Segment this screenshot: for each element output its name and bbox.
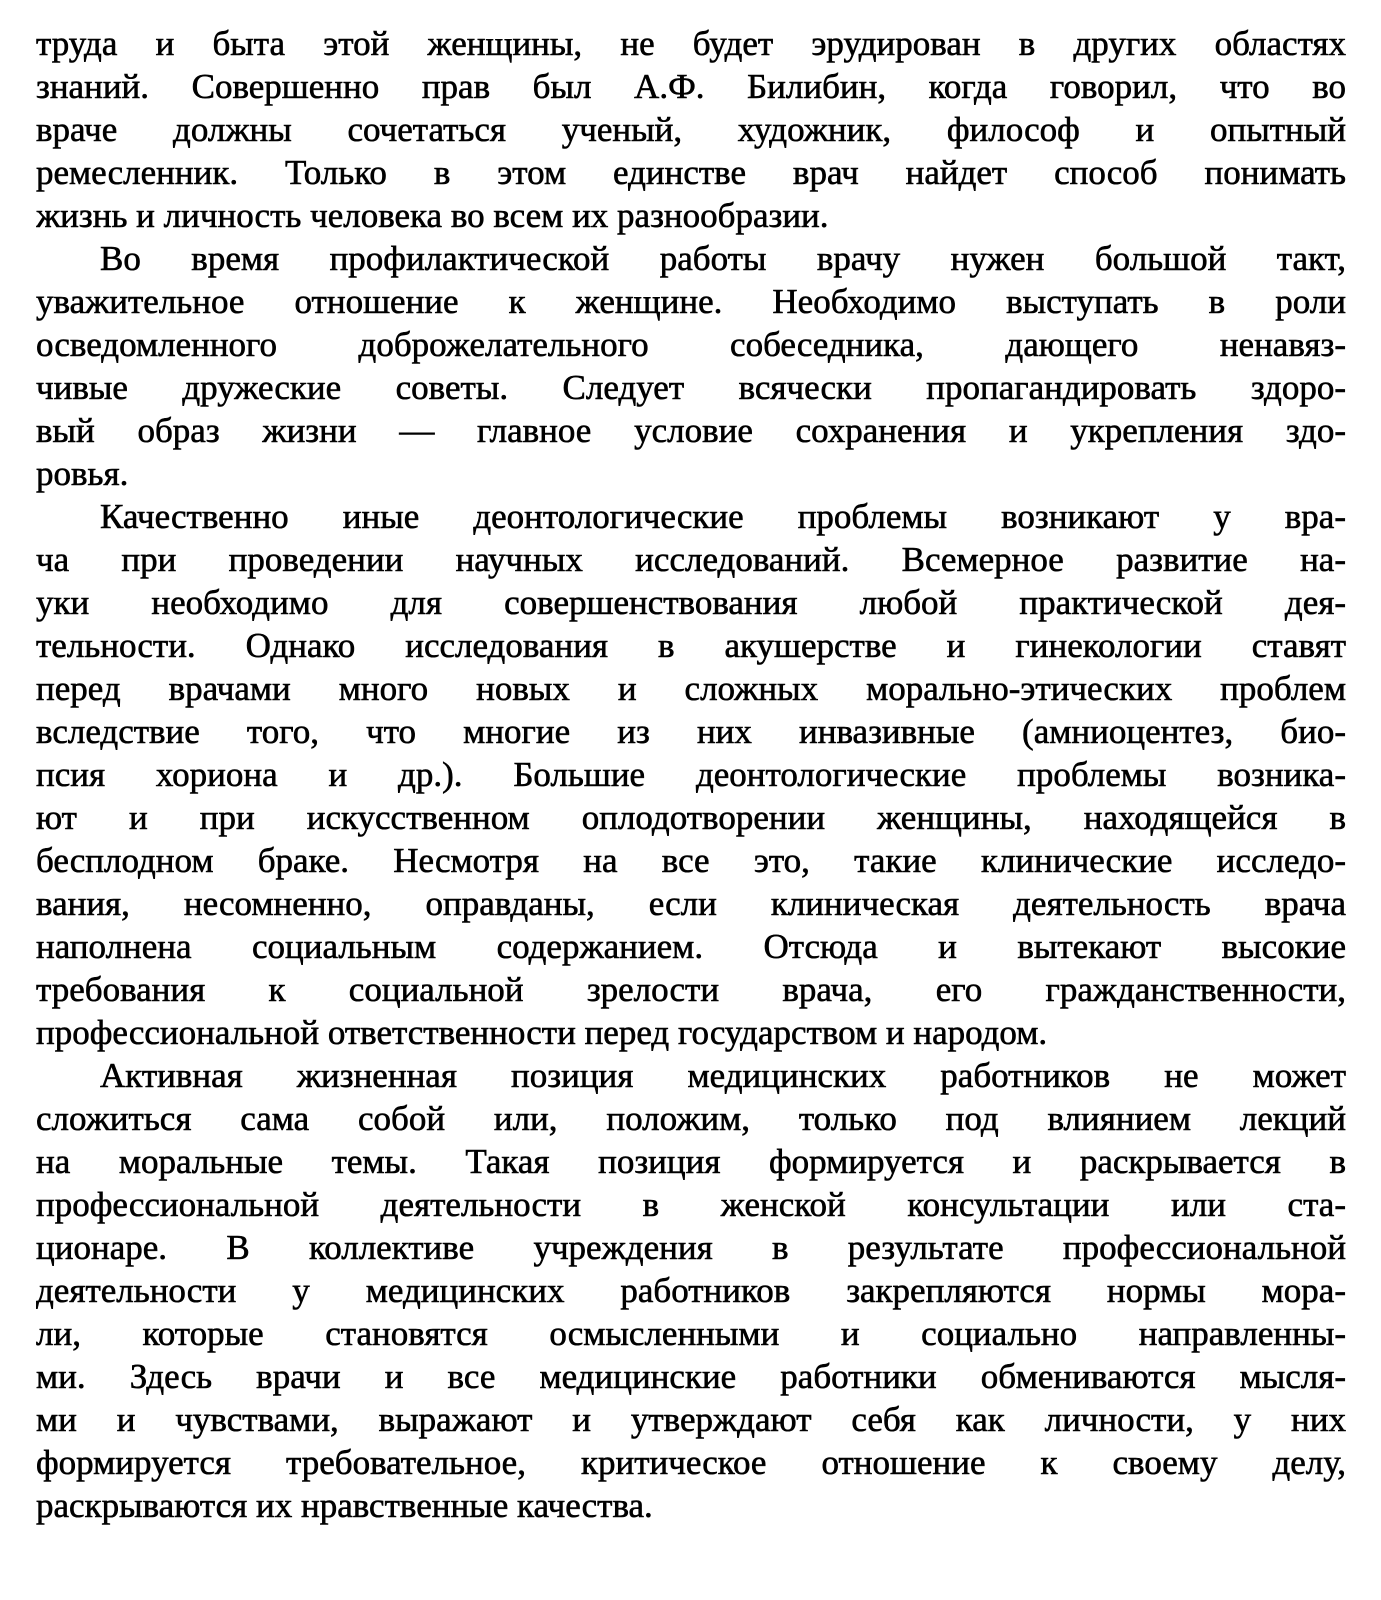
text-line: перед врачами много новых и сложных морально-этических проблем (36, 669, 1346, 708)
text-line: вый образ жизни — главное условие сохранения и укрепления здо- (36, 411, 1346, 450)
text-line: Качественно иные деонтологические проблемы возникают у вра- (100, 497, 1346, 536)
text-line: ремесленник. Только в этом единстве врач найдет способ понимать (36, 153, 1346, 192)
paragraph-1 (36, 22, 1346, 237)
text-line: вания, несомненно, оправданы, если клиническая деятельность врача (36, 884, 1346, 923)
text-line: уважительное отношение к женщине. Необходимо выступать в роли (36, 282, 1346, 321)
document-page (36, 22, 1346, 1527)
text-line: жизнь и личность человека во всем их разнообразии. (36, 196, 829, 235)
text-line: профессиональной ответственности перед государством и народом. (36, 1013, 1048, 1052)
text-line: ми и чувствами, выражают и утверждают себя как личности, у них (36, 1400, 1346, 1439)
text-line: ча при проведении научных исследований. Всемерное развитие на- (36, 540, 1346, 579)
text-line: ми. Здесь врачи и все медицинские работники обмениваются мысля- (36, 1357, 1346, 1396)
text-line: труда и быта этой женщины, не будет эрудирован в других областях (36, 24, 1346, 63)
text-line: на моральные темы. Такая позиция формируется и раскрывается в (36, 1142, 1346, 1181)
text-line: вследствие того, что многие из них инвазивные (амниоцентез, био- (36, 712, 1346, 751)
text-line: сложиться сама собой или, положим, только под влиянием лекций (36, 1099, 1346, 1138)
text-line: враче должны сочетаться ученый, художник, философ и опытный (36, 110, 1346, 149)
text-line: наполнена социальным содержанием. Отсюда и вытекают высокие (36, 927, 1346, 966)
text-line: деятельности у медицинских работников закрепляются нормы мора- (36, 1271, 1346, 1310)
text-line: ровья. (36, 454, 129, 493)
text-line: осведомленного доброжелательного собеседника, дающего ненавяз- (36, 325, 1346, 364)
text-line: требования к социальной зрелости врача, его гражданственности, (36, 970, 1346, 1009)
text-line: ют и при искусственном оплодотворении женщины, находящейся в (36, 798, 1346, 837)
text-line: раскрываются их нравственные качества. (36, 1486, 653, 1525)
paragraph-3 (36, 495, 1346, 1054)
text-line: тельности. Однако исследования в акушерстве и гинекологии ставят (36, 626, 1346, 665)
text-line: формируется требовательное, критическое отношение к своему делу, (36, 1443, 1346, 1482)
text-line: Во время профилактической работы врачу нужен большой такт, (100, 239, 1346, 278)
text-line: чивые дружеские советы. Следует всячески пропагандировать здоро- (36, 368, 1346, 407)
text-line: Активная жизненная позиция медицинских работников не может (100, 1056, 1346, 1095)
text-line: псия хориона и др.). Большие деонтологические проблемы возника- (36, 755, 1346, 794)
text-line: бесплодном браке. Несмотря на все это, такие клинические исследо- (36, 841, 1346, 880)
paragraph-2 (36, 237, 1346, 495)
text-line: знаний. Совершенно прав был А.Ф. Билибин, когда говорил, что во (36, 67, 1346, 106)
text-line: ционаре. В коллективе учреждения в результате профессиональной (36, 1228, 1346, 1267)
text-line: профессиональной деятельности в женской консультации или ста- (36, 1185, 1346, 1224)
paragraph-4 (36, 1054, 1346, 1527)
text-line: ли, которые становятся осмысленными и социально направленны- (36, 1314, 1346, 1353)
text-line: уки необходимо для совершенствования любой практической дея- (36, 583, 1346, 622)
